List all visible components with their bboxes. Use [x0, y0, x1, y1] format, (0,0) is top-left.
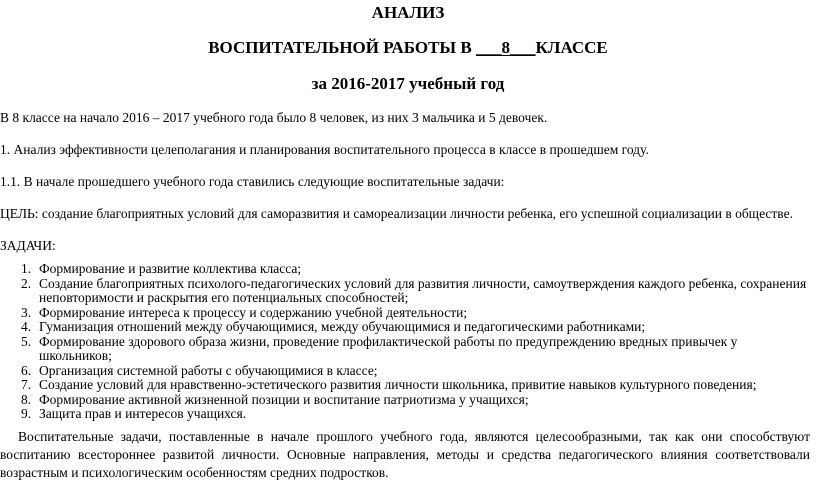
section-heading-1-1: 1.1. В начале прошедшего учебного года ставились следующие воспитательные задачи:	[0, 174, 505, 189]
document-title: АНАЛИЗ	[371, 3, 445, 22]
list-item-number: 6.	[21, 362, 32, 378]
list-item	[0, 407, 810, 422]
list-item	[0, 393, 810, 408]
list-item-number: 3.	[21, 304, 32, 320]
list-item	[0, 306, 810, 321]
list-item	[0, 320, 810, 335]
list-item-text: Формирование здорового образа жизни, проведение профилактической работы по предупреждению вредных привычек у школьников;	[39, 333, 738, 363]
section-heading-1: 1. Анализ эффективности целеполагания и планирования воспитательного процесса в классе в прошедшем году.	[0, 142, 649, 157]
list-item-text: Защита прав и интересов учащихся.	[39, 406, 247, 421]
list-item-text: Создание благоприятных психолого-педагогических условий для развития личности, самоутверждения каждого ребенка, сохранения неповторимости и раскрытия его потенциальных способностей;	[39, 275, 807, 305]
list-item-number: 7.	[21, 377, 32, 392]
subtitle-suffix: КЛАССЕ	[535, 38, 608, 57]
goal-paragraph: ЦЕЛЬ: создание благоприятных условий для саморазвития и самореализации личности ребенка, его успешной социализации в обществе.	[0, 206, 793, 221]
document-subtitle	[0, 38, 816, 58]
list-item-number: 5.	[21, 333, 32, 349]
list-item	[0, 335, 810, 364]
tasks-list	[0, 262, 810, 422]
list-item-number: 4.	[21, 319, 32, 334]
list-item-text: Формирование интереса к процессу и содержанию учебной деятельности;	[39, 304, 468, 320]
list-item	[0, 378, 810, 393]
list-item-number: 1.	[21, 261, 32, 276]
list-item-number: 8.	[21, 391, 32, 407]
conclusion-paragraph: Воспитательные задачи, поставленные в начале прошлого учебного года, являются целесообразными, так как они способствуют воспитанию всестороннее развитой личности. Основные направления, методы и средства педагогического влияния соответствовали возрастным и психологическим особенностям средних подростков.	[0, 429, 810, 480]
list-item-text: Формирование и развитие коллектива класса;	[39, 261, 302, 276]
list-item-number: 2.	[21, 275, 32, 291]
list-item-text: Формирование активной жизненной позиции и воспитание патриотизма у учащихся;	[39, 391, 529, 407]
list-item	[0, 364, 810, 379]
school-year-title: за 2016-2017 учебный год	[311, 74, 505, 93]
intro-paragraph: В 8 классе на начало 2016 – 2017 учебного года было 8 человек, из них 3 мальчика и 5 девочек.	[0, 110, 548, 125]
list-item-text: Создание условий для нравственно-эстетического развития личности школьника, привитие навыков культурного поведения;	[39, 377, 757, 392]
list-item	[0, 262, 810, 277]
subtitle-prefix: ВОСПИТАТЕЛЬНОЙ РАБОТЫ В	[208, 38, 476, 57]
class-number: ___8___	[475, 38, 536, 57]
tasks-heading: ЗАДАЧИ:	[0, 238, 56, 253]
list-item	[0, 277, 810, 306]
list-item-text: Организация системной работы с обучающимися в классе;	[39, 362, 378, 378]
list-item-text: Гуманизация отношений между обучающимися, между обучающимися и педагогическими работниками;	[39, 319, 646, 334]
list-item-number: 9.	[21, 406, 32, 421]
